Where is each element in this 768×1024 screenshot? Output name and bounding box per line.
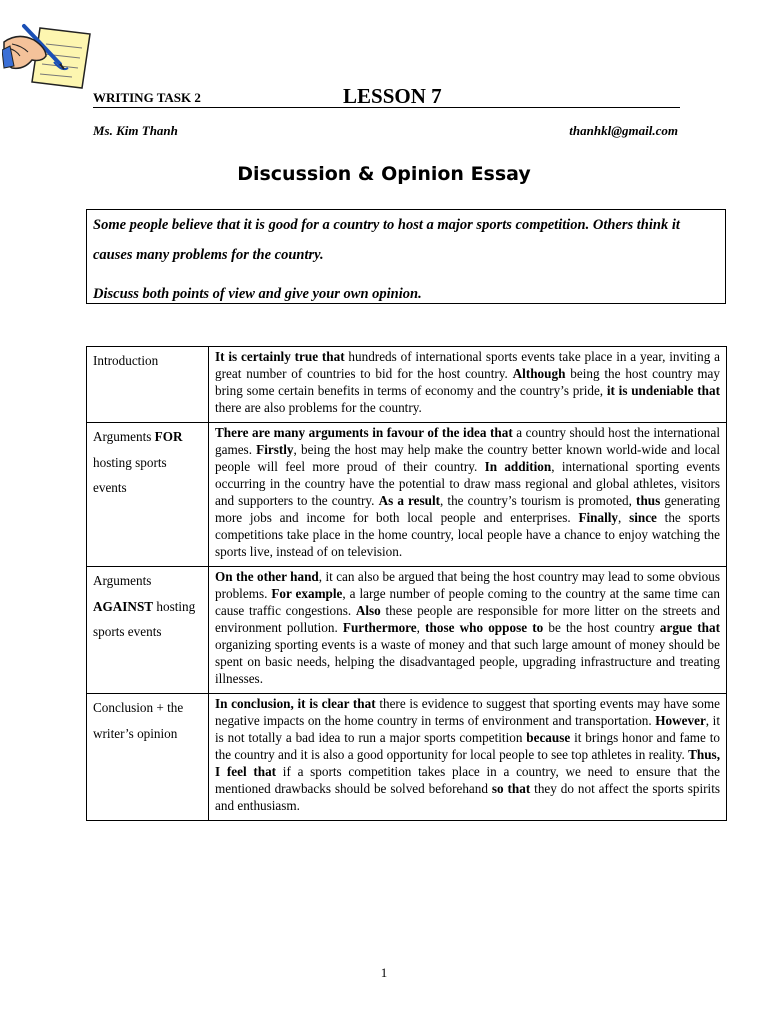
linking-phrase: On the other hand	[215, 569, 319, 584]
section-content-introduction	[209, 347, 727, 423]
body-text: , international sporting events occurring in the country have the potential to draw mass regional and global athletes, visitors and supporters to the country.	[215, 459, 721, 508]
body-text: organizing sporting events is a waste of money and that such large amount of money should be spent on basic needs, helping the disadvantaged people, upgrading infrastructure and treating illnesses.	[215, 637, 720, 686]
linking-phrase: thus	[636, 493, 661, 508]
section-label-introduction	[87, 347, 209, 423]
body-text: the sports competitions take place in the home country, local people have a chance to enjoy watching the sports live, instead of on television.	[215, 510, 721, 559]
body-text: being the host country may bring some certain benefits in terms of economy and the country’s pride,	[215, 366, 720, 398]
linking-phrase: However	[655, 713, 706, 728]
prompt-question: Some people believe that it is good for a country to host a major sports competition. Others think it causes many problems for the country.	[93, 217, 680, 263]
section-content-conclusion	[209, 694, 727, 821]
page-number: 1	[380, 965, 388, 980]
linking-phrase: Firstly	[256, 442, 294, 457]
linking-phrase: since	[629, 510, 657, 525]
linking-phrase: argue that	[659, 620, 720, 635]
linking-phrase: It is certainly true that	[215, 349, 345, 364]
body-text: , it can also be argued that being the host country may lead to some obvious problems.	[215, 569, 720, 601]
linking-phrase: Thus, I feel that	[215, 747, 720, 779]
label-text: FOR	[154, 429, 183, 444]
body-text: be the host country	[543, 620, 660, 635]
label-text: Arguments	[93, 573, 152, 588]
body-text: these people are responsible for more litter on the streets and environment pollution.	[215, 603, 720, 635]
linking-phrase: In conclusion, it is clear that	[215, 696, 376, 711]
linking-phrase: In addition	[484, 459, 552, 474]
header-rule	[93, 107, 680, 108]
page-title: Discussion & Opinion Essay	[237, 163, 531, 185]
linking-phrase: There are many arguments in favour of the idea that	[215, 425, 513, 440]
body-text: a country should host the international games.	[215, 425, 720, 457]
label-text: Arguments	[93, 429, 155, 444]
section-content-arguments-for	[209, 423, 727, 567]
body-text: there is evidence to suggest that sporting events may have some negative impacts on the home country in terms of environment and transportation.	[215, 696, 720, 728]
body-text: if a sports competition takes place in a country, we need to ensure that the mentioned drawbacks should be solved beforehand	[215, 764, 721, 796]
lesson-label: LESSON 7	[343, 84, 442, 108]
body-text: it brings honor and fame to the country and it is also a good opportunity for local people to see top athletes in reality.	[215, 730, 721, 762]
table-row	[87, 694, 727, 821]
body-text: , the country’s tourism is promoted,	[440, 493, 637, 508]
linking-phrase: Also	[355, 603, 381, 618]
essay-structure-table	[86, 346, 727, 821]
body-text: they do not affect the sports spirits and enthusiasm.	[215, 781, 721, 813]
body-text: ,	[618, 510, 630, 525]
label-text: AGAINST	[93, 598, 154, 614]
body-text: , being the host may help make the country better known world-wide and local people will feel more proud of their country.	[215, 442, 720, 474]
body-text: hundreds of international sports events take place in a year, inviting a great number of countries to bid for the host country.	[215, 349, 720, 381]
linking-phrase: As a result	[378, 493, 441, 508]
linking-phrase: Furthermore	[342, 620, 417, 635]
linking-phrase: because	[526, 730, 571, 745]
linking-phrase: Although	[512, 366, 566, 381]
linking-phrase: For example	[271, 586, 343, 601]
body-text: , it is not totally a bad idea to run a major sports competition	[215, 713, 720, 745]
table-row	[87, 423, 727, 567]
table-row	[87, 567, 727, 694]
hand-writing-icon	[2, 22, 96, 92]
section-label-conclusion	[87, 694, 209, 821]
author-name: Ms. Kim Thanh	[93, 123, 178, 138]
body-text: there are also problems for the country.	[215, 400, 422, 415]
linking-phrase: those who oppose to	[425, 620, 544, 635]
section-label-arguments-for	[87, 423, 209, 567]
section-content-arguments-against	[209, 567, 727, 694]
body-text: ,	[416, 620, 426, 635]
linking-phrase: Finally	[578, 510, 619, 525]
label-text: hosting sports events	[93, 454, 167, 495]
linking-phrase: so that	[491, 781, 531, 796]
label-text: Introduction	[93, 353, 159, 368]
body-text: , a large number of people coming to the country at the same time can cause traffic congestions.	[215, 586, 720, 618]
essay-prompt-box	[86, 209, 726, 304]
prompt-instruction: Discuss both points of view and give your own opinion.	[93, 286, 422, 302]
body-text: generating more jobs and income for both local people and enterprises.	[215, 493, 721, 525]
course-label: WRITING TASK 2	[93, 90, 201, 105]
linking-phrase: it is undeniable that	[606, 383, 720, 398]
label-text: Conclusion + the writer’s opinion	[93, 700, 184, 741]
table-row	[87, 347, 727, 423]
label-text: hosting sports events	[93, 598, 196, 639]
author-email: thanhkl@gmail.com	[569, 123, 678, 138]
section-label-arguments-against	[87, 567, 209, 694]
